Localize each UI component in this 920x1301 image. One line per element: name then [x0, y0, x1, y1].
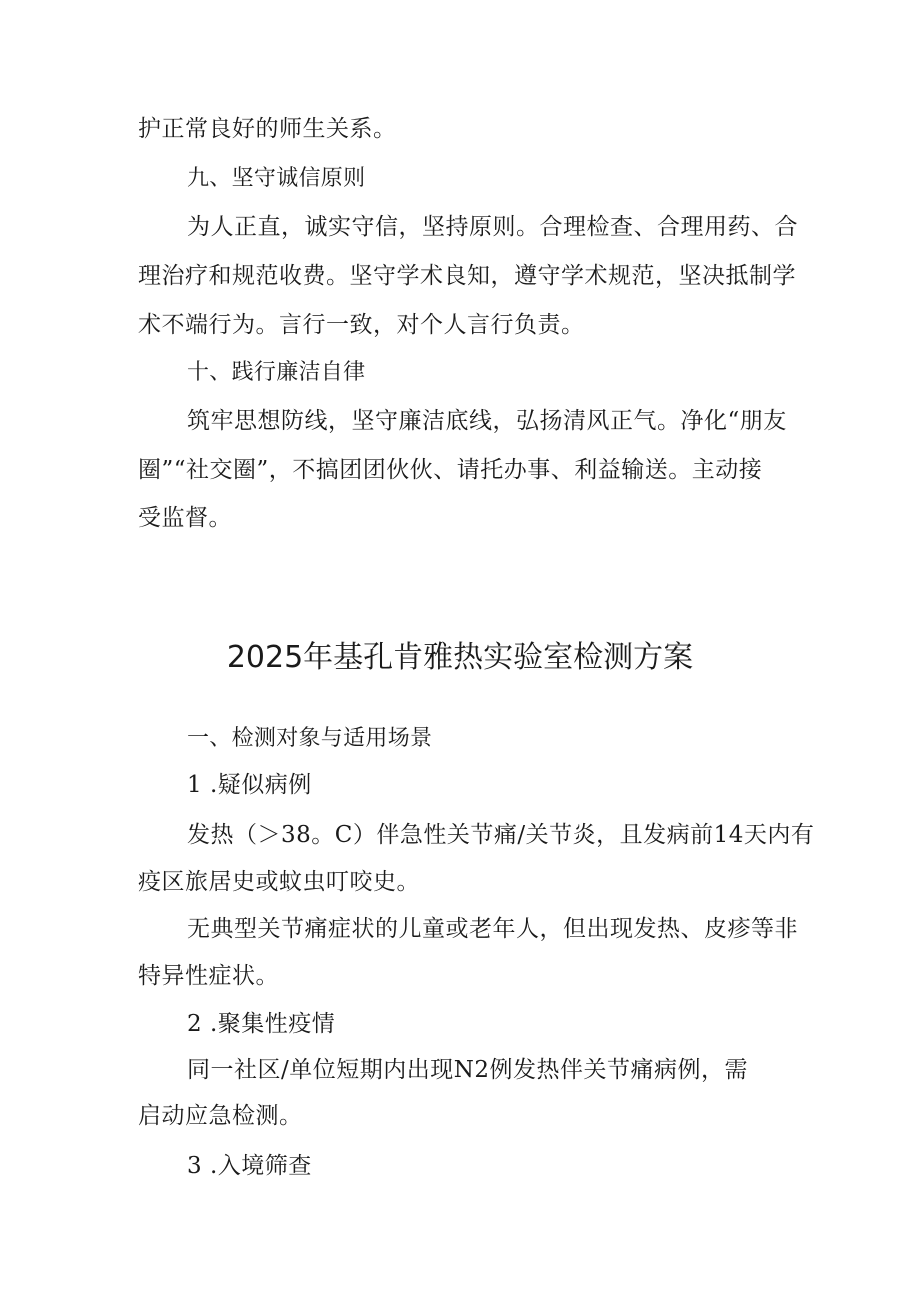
- section1-heading: 一、检测对象与适用场景: [187, 726, 433, 751]
- item9-heading: 九、坚守诚信原则: [187, 166, 366, 191]
- item10-heading: 十、践行廉洁自律: [187, 360, 366, 385]
- paragraph-line: 疫区旅居史或蚊虫叮咬史。: [138, 869, 420, 895]
- subsection3-heading: 3 .入境筛查: [187, 1153, 312, 1179]
- paragraph-line: 受监督。: [138, 505, 232, 531]
- paragraph-line: 圈”“社交圈”，不搞团团伙伙、请托办事、利益输送。主动接: [138, 457, 763, 483]
- paragraph-line: 理治疗和规范收费。坚守学术良知，遵守学术规范，坚决抵制学: [138, 263, 796, 289]
- paragraph-line: 发热（＞38。C）伴急性关节痛/关节炎，且发病前14天内有: [187, 822, 815, 848]
- subsection1-heading: 1 .疑似病例: [187, 772, 312, 798]
- paragraph-line: 筑牢思想防线，坚守廉洁底线，弘扬清风正气。净化“朋友: [187, 408, 787, 434]
- paragraph-line: 无典型关节痛症状的儿童或老年人，但出现发热、皮疹等非: [187, 916, 798, 942]
- paragraph-line: 同一社区/单位短期内出现N2例发热伴关节痛病例，需: [187, 1057, 749, 1083]
- paragraph-line: 特异性症状。: [138, 963, 279, 989]
- document-title: 2025年基孔肯雅热实验室检测方案: [226, 640, 694, 675]
- paragraph-line: 术不端行为。言行一致，对个人言行负责。: [138, 312, 585, 338]
- paragraph-line: 护正常良好的师生关系。: [138, 116, 397, 142]
- subsection2-heading: 2 .聚集性疫情: [187, 1011, 336, 1037]
- paragraph-line: 为人正直，诚实守信，坚持原则。合理检查、合理用药、合: [187, 214, 798, 240]
- paragraph-line: 启动应急检测。: [138, 1103, 303, 1129]
